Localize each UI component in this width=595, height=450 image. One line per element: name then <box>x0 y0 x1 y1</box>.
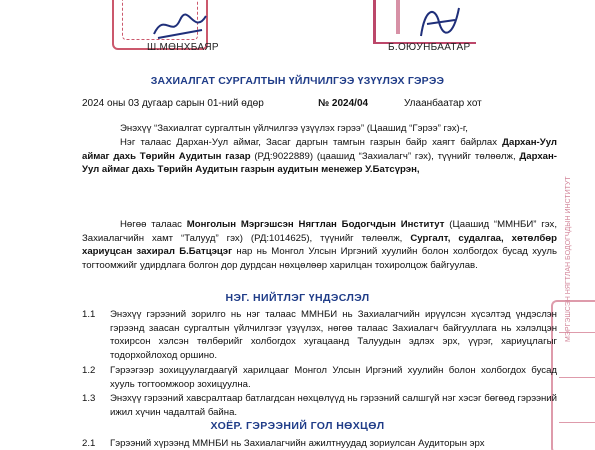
clause-text: Энэхүү гэрээний хавсралтаар батлагдсан нөхцөлүүд нь гэрээний салшгүй нэг хэсэг бөгөөд гэрээний ижил хүчин чадалтай байна. <box>110 393 557 418</box>
clause-number: 2.1 <box>82 438 96 449</box>
party-one-text-a: Нэг талаас Дархан-Уул аймаг, Засаг даргын тамгын газрын байр хаягт байрлах <box>120 137 503 148</box>
clause-text: Гэрээний хүрээнд ММНБИ нь Захиалагчийн ажилтнуудад зориулсан Аудиторын эрх <box>110 438 485 449</box>
section-two-heading: ХОЁР. ГЭРЭЭНИЙ ГОЛ НӨХЦӨЛ <box>210 420 385 432</box>
party-two-text-e: нар нь Монгол Улсын Иргэний хуулийн болон холбогдох бусад хууль тогтоомжийг удирдлага болгон дор дурдсан нөхцөлөөр харилцан тохиролцож байгуулав. <box>82 246 557 271</box>
side-stamp-text: МЭРГЭШСЭН НЯГТЛАН БОДОГЧДЫН ИНСТИТУТ <box>565 176 572 342</box>
signature-right <box>415 2 465 42</box>
party-one-text-c: (РД:9022889) (цаашид “Захиалагч” гэх), түүнийг төлөөлж, <box>250 150 520 162</box>
clause-number: 1.3 <box>82 393 96 404</box>
party-one-representative: Дархан-Уул аймаг дахь Төрийн Аудитын газрын аудитын менежер У.Батсүрэн, <box>82 150 557 176</box>
intro-line: Энэхүү “Захиалгат сургалтын үйлчилгээ үзүүлэх гэрээ” (Цаашид “Гэрээ” гэх)-г, <box>120 123 468 134</box>
party-two-paragraph <box>82 218 557 272</box>
signature-left <box>150 8 210 42</box>
contract-place: Улаанбаатар хот <box>404 98 482 109</box>
signer-name-right: Б.ОЮУНБААТАР <box>388 42 471 53</box>
contract-date: 2024 оны 03 дугаар сарын 01-ний өдөр <box>82 98 264 109</box>
clause-number: 1.1 <box>82 309 96 320</box>
party-two-name: Монголын Мэргэшсэн Нягтлан Бодогчдын Институт <box>186 219 445 230</box>
clause-text: Энэхүү гэрээний зорилго нь нэг талаас ММНБИ нь Захиалагчийн ирүүлсэн хүсэлтэд үндэслэн гэрээнд заасан сургалтын үйлчилгээг үзүүлэх, нөгөө талаас Захиалагч байгууллага нь хэлэлцэн тохирсон хэлсэн төлбөрийг холбогдох хугацаанд Талуудын эдлэх эрх, үүрэг, хариуцлагыг тодорхойлоход оршино. <box>110 309 557 361</box>
party-one-name: Дархан-Уул аймаг дахь Төрийн Аудитын газар <box>82 137 557 162</box>
party-two-text-a: Нөгөө талаас <box>120 219 187 230</box>
party-two-text-c: (Цаашид “ММНБИ” гэх, Захиалагчийн хамт “Талууд” гэх) (РД:1014625), түүнийг төлөөлж, <box>82 219 557 244</box>
contract-title: ЗАХИАЛГАТ СУРГАЛТЫН ҮЙЛЧИЛГЭЭ ҮЗҮҮЛЭХ ГЭРЭЭ <box>150 75 445 87</box>
contract-number: № 2024/04 <box>318 98 369 109</box>
signer-name-left: Ш.МӨНХБАЯР <box>147 42 219 53</box>
clause-number: 1.2 <box>82 365 96 376</box>
section-one-heading: НЭГ. НИЙТЛЭГ ҮНДЭСЛЭЛ <box>225 292 370 304</box>
clause-text: Гэрээгээр зохицуулагдаагүй харилцааг Монгол Улсын Иргэний хуулийн болон холбогдох бусад хууль тогтоомжоор зохицуулна. <box>110 365 557 390</box>
party-two-representative: Сургалт, судалгаа, хөтөлбөр хариуцсан захирал Б.Батцэцэг <box>82 232 557 258</box>
party-one-paragraph <box>82 136 557 177</box>
